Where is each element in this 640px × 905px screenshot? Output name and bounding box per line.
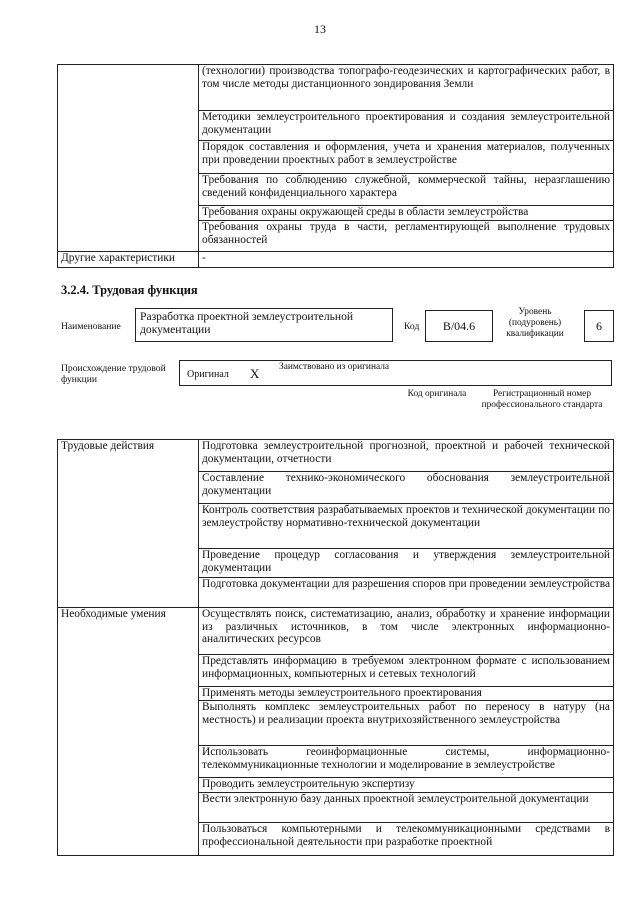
skill-item: Проводить землеустроительную экспертизу [199, 778, 614, 793]
skill-item: Использовать геоинформационные системы, информационно-телекоммуникационные технологии и моделирование в землеустройстве [199, 746, 614, 778]
knowledge-table-continued [57, 64, 614, 268]
other-characteristics-value: - [199, 252, 614, 268]
skill-item: Выполнять комплекс землеустроительных работ по переносу в натуру (на местность) и реализации проекта внутрихозяйственного землеустройства [199, 701, 614, 746]
skill-item: Вести электронную базу данных проектной землеустроительной документации [199, 793, 614, 823]
origin-code-cell [402, 360, 466, 386]
qualification-level-label: Уровень (подуровень) квалификации [506, 307, 564, 339]
origin-original-text: Оригинал [187, 369, 229, 380]
knowledge-item: Требования охраны труда в части, регламентирующей выполнение трудовых обязанностей [199, 221, 614, 252]
origin-registration-label: Регистрационный номер профессионального стандарта [481, 389, 603, 410]
origin-original-cell [179, 360, 276, 386]
knowledge-item: Методики землеустроительного проектирования и создания землеустроительной документации [199, 111, 614, 141]
skill-item: Применять методы землеустроительного проектирования [199, 687, 614, 701]
origin-mark: X [250, 366, 260, 381]
function-code-box: В/04.6 [425, 310, 493, 342]
qualification-level-box: 6 [584, 310, 614, 342]
action-item: Проведение процедур согласования и утверждения землеустроительной документации [199, 549, 614, 578]
knowledge-item: (технологии) производства топографо-геодезических и картографических работ, в том числе методы дистанционного зондирования Земли [199, 65, 614, 111]
other-characteristics-label: Другие характеристики [58, 252, 199, 268]
actions-skills-table [57, 439, 614, 856]
skill-item: Представлять информацию в требуемом электронном формате с использованием информационных, компьютерных и сетевых технологий [199, 655, 614, 687]
origin-borrowed-text: Заимствовано из оригинала [279, 362, 390, 372]
origin-registration-cell [465, 360, 612, 386]
code-label: Код [404, 321, 420, 332]
function-name-box: Разработка проектной землеустроительной документации [135, 308, 393, 342]
skill-item: Пользоваться компьютерными и телекоммуникационными средствами в профессиональной деятельности при разработке проектной [199, 823, 614, 856]
section-heading: 3.2.4. Трудовая функция [61, 283, 198, 297]
name-label: Наименование [61, 321, 121, 332]
action-item: Составление технико-экономического обоснования землеустроительной документации [199, 472, 614, 504]
action-item: Подготовка землеустроительной прогнозной, проектной и рабочей технической документации, отчетности [199, 440, 614, 472]
knowledge-label-cell [58, 65, 199, 252]
action-item: Контроль соответствия разрабатываемых проектов и технической документации по землеустройству нормативно-технической документации [199, 504, 614, 549]
skills-label: Необходимые умения [58, 608, 199, 856]
origin-code-label: Код оригинала [407, 389, 467, 399]
actions-label: Трудовые действия [58, 440, 199, 608]
skill-item: Осуществлять поиск, систематизацию, анализ, обработку и хранение информации из различных источников, в том числе электронных информационно-аналитических ресурсов [199, 608, 614, 655]
knowledge-item: Порядок составления и оформления, учета и хранения материалов, полученных при проведении проектных работ в землеустройстве [199, 141, 614, 174]
knowledge-item: Требования охраны окружающей среды в области землеустройства [199, 206, 614, 221]
origin-label: Происхождение трудовой функции [61, 363, 166, 385]
page-number: 13 [314, 22, 326, 36]
origin-borrowed-cell [275, 360, 403, 386]
action-item: Подготовка документации для разрешения споров при проведении землеустройства [199, 578, 614, 608]
knowledge-item: Требования по соблюдению служебной, коммерческой тайны, неразглашению сведений конфиденциального характера [199, 174, 614, 206]
